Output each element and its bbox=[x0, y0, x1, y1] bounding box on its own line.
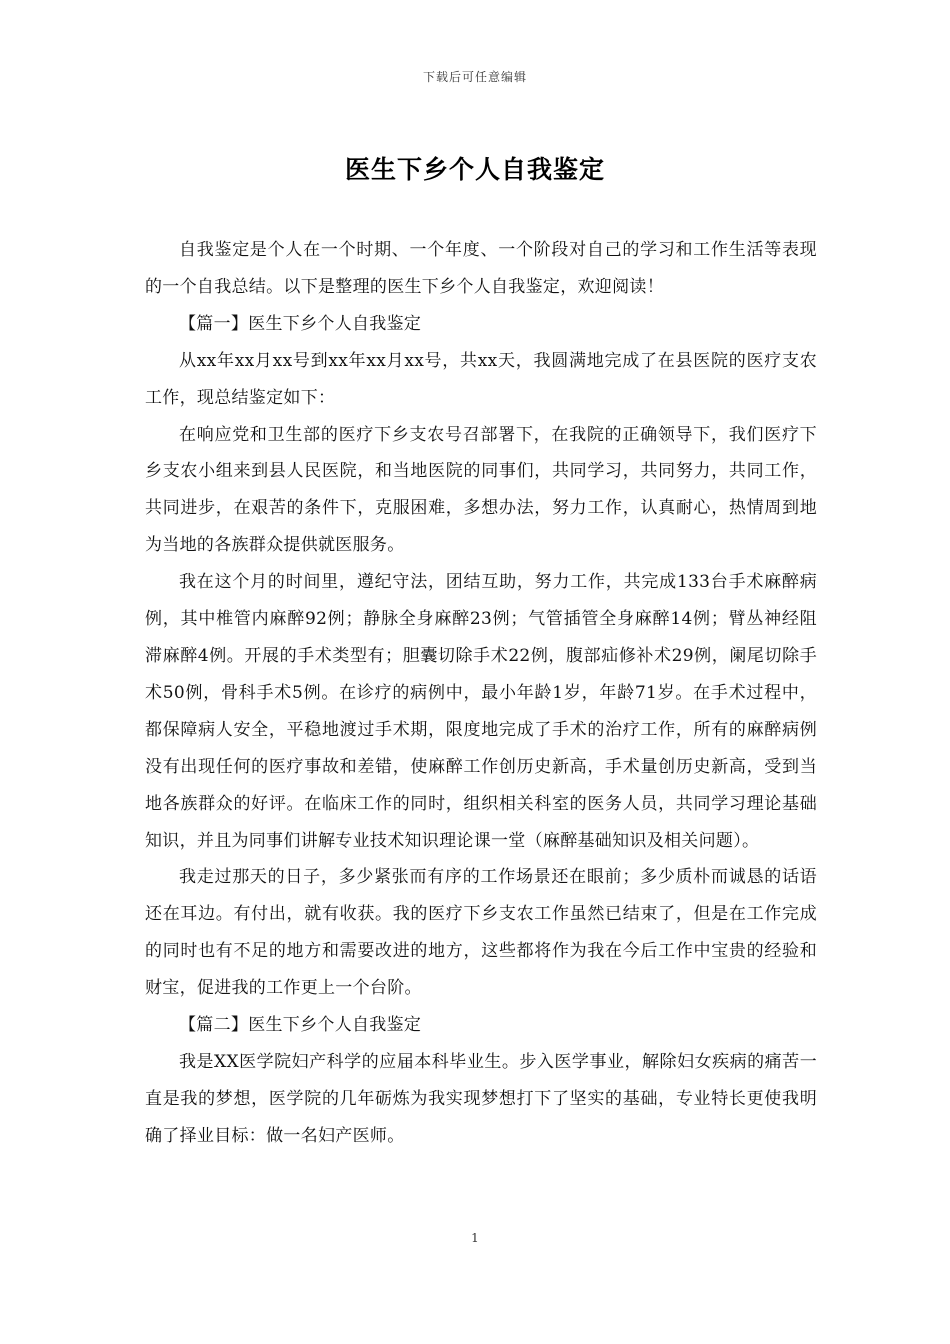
body-paragraph: 我是XX医学院妇产科学的应届本科毕业生。步入医学事业，解除妇女疾病的痛苦一直是我的梦想，医学院的几年砺炼为我实现梦想打下了坚实的基础，专业特长更使我明确了择业目标：做一名妇产医师。 bbox=[145, 1051, 817, 1146]
document-title: 医生下乡个人自我鉴定 bbox=[344, 155, 605, 184]
intro-paragraph: 自我鉴定是个人在一个时期、一个年度、一个阶段对自己的学习和工作生活等表现的一个自我总结。以下是整理的医生下乡个人自我鉴定，欢迎阅读！ bbox=[145, 240, 817, 297]
page-header-note: 下载后可任意编辑 bbox=[422, 70, 527, 84]
section-heading-part-two: 【篇二】医生下乡个人自我鉴定 bbox=[179, 1015, 422, 1036]
body-paragraph: 我走过那天的日子，多少紧张而有序的工作场景还在眼前；多少质朴而诚恳的话语还在耳边。有付出，就有收获。我的医疗下乡支农工作虽然已结束了，但是在工作完成的同时也有不足的地方和需要改进的地方，这些都将作为我在今后工作中宝贵的经验和财宝，促进我的工作更上一个台阶。 bbox=[145, 867, 817, 999]
document-body bbox=[145, 232, 817, 1155]
body-paragraph: 在响应党和卫生部的医疗下乡支农号召部署下，在我院的正确领导下，我们医疗下乡支农小组来到县人民医院，和当地医院的同事们，共同学习，共同努力，共同工作，共同进步，在艰苦的条件下，克服困难，多想办法，努力工作，认真耐心，热情周到地为当地的各族群众提供就医服务。 bbox=[145, 424, 817, 556]
body-paragraph: 我在这个月的时间里，遵纪守法，团结互助，努力工作，共完成133台手术麻醉病例，其中椎管内麻醉92例；静脉全身麻醉23例；气管插管全身麻醉14例；臂丛神经阻滞麻醉4例。开展的手术类型有；胆囊切除手术22例，腹部疝修补术29例，阑尾切除手术50例，骨科手术5例。在诊疗的病例中，最小年龄1岁，年龄71岁。在手术过程中，都保障病人安全，平稳地渡过手术期，限度地完成了手术的治疗工作，所有的麻醉病例没有出现任何的医疗事故和差错，使麻醉工作创历史新高，手术量创历史新高，受到当地各族群众的好评。在临床工作的同时，组织相关科室的医务人员，共同学习理论基础知识，并且为同事们讲解专业技术知识理论课一堂（麻醉基础知识及相关问题）。 bbox=[145, 572, 817, 851]
page-number: 1 bbox=[471, 1231, 479, 1245]
body-paragraph: 从xx年xx月xx号到xx年xx月xx号，共xx天，我圆满地完成了在县医院的医疗支农工作，现总结鉴定如下： bbox=[145, 350, 817, 408]
section-heading-part-one: 【篇一】医生下乡个人自我鉴定 bbox=[179, 313, 422, 334]
